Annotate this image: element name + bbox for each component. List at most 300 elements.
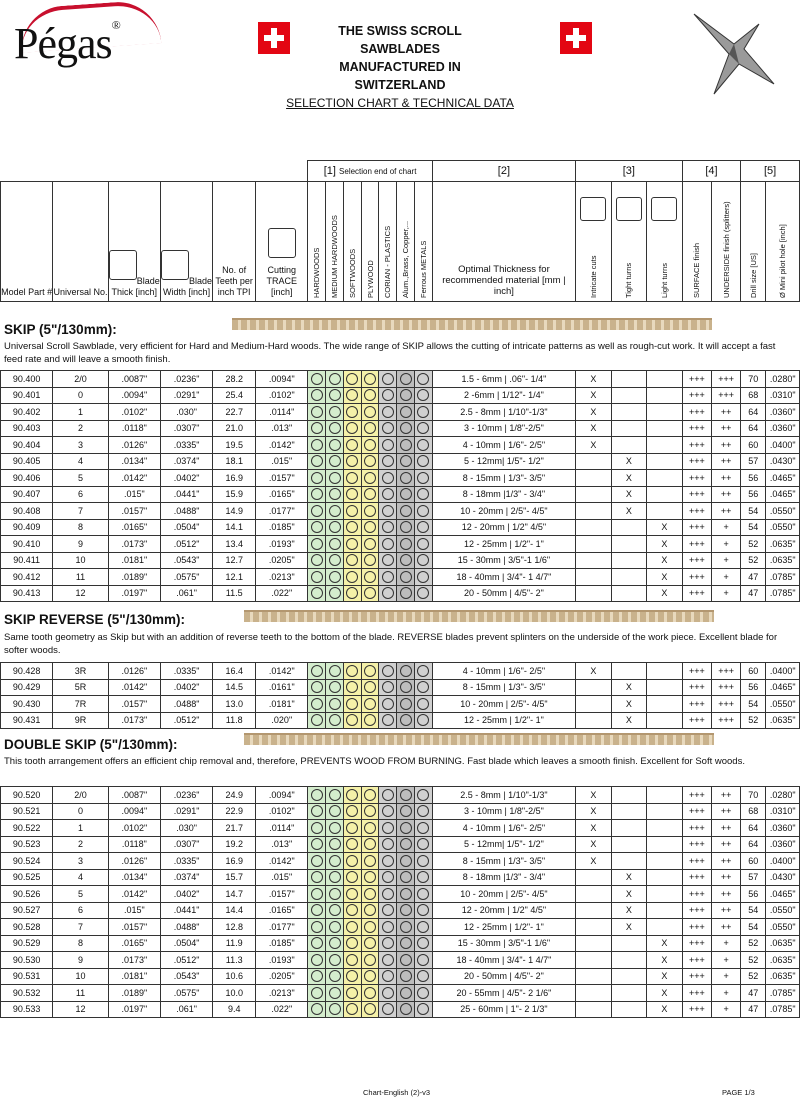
smiley-icon	[346, 921, 358, 933]
table-cell: 90.526	[1, 886, 53, 903]
material-rating-cell	[326, 869, 344, 886]
section-description: Same tooth geometry as Skip but with an addition of reverse teeth to the bottom of the blade. REVERSE blades prevent splinters on the underside of the work piece. Excellent blade for softer woods.	[4, 632, 778, 656]
table-cell	[611, 853, 647, 870]
material-rating-cell	[361, 820, 379, 837]
table-cell: 57	[741, 869, 766, 886]
table-cell: .0785"	[766, 569, 800, 586]
table-cell: .0512"	[160, 712, 212, 729]
table-cell: .0181"	[256, 696, 308, 713]
material-rating-cell	[326, 552, 344, 569]
table-cell: .061"	[160, 1001, 212, 1018]
material-rating-cell	[308, 952, 326, 969]
material-rating-cell	[397, 952, 415, 969]
smiley-icon	[346, 422, 358, 434]
group-4-header: [4]	[682, 161, 741, 182]
smiley-icon	[311, 571, 323, 583]
table-cell: X	[611, 503, 647, 520]
smiley-icon	[400, 822, 412, 834]
material-rating-cell	[379, 569, 397, 586]
smiley-icon	[417, 871, 429, 883]
smiley-icon	[346, 838, 358, 850]
table-cell: 25 - 60mm | 1"- 2 1/3"	[432, 1001, 575, 1018]
material-rating-cell	[308, 453, 326, 470]
material-rating-cell	[308, 420, 326, 437]
smiley-icon	[382, 665, 394, 677]
material-rating-cell	[308, 886, 326, 903]
smiley-icon	[400, 538, 412, 550]
table-row	[1, 787, 800, 804]
table-cell: ++	[711, 787, 740, 804]
table-cell: .0185"	[256, 519, 308, 536]
table-row	[1, 387, 800, 404]
table-cell: 18.1	[213, 453, 256, 470]
table-cell: X	[576, 404, 612, 421]
table-cell	[576, 968, 612, 985]
smiley-icon	[364, 665, 376, 677]
table-cell: ++	[711, 503, 740, 520]
table-cell	[576, 470, 612, 487]
table-cell: 15 - 30mm | 3/5"-1 1/6"	[432, 552, 575, 569]
material-rating-cell	[397, 404, 415, 421]
material-rating-cell	[308, 679, 326, 696]
table-cell: 90.527	[1, 902, 53, 919]
table-cell: 12 - 25mm | 1/2"- 1"	[432, 536, 575, 553]
smiley-icon	[346, 439, 358, 451]
smiley-icon	[417, 406, 429, 418]
table-cell	[576, 519, 612, 536]
smiley-icon	[417, 1003, 429, 1015]
table-cell: .0193"	[256, 952, 308, 969]
material-rating-cell	[415, 387, 433, 404]
table-cell: .0102"	[256, 803, 308, 820]
smiley-icon	[329, 805, 341, 817]
intricate-cuts-icon	[580, 197, 606, 221]
table-cell: .0126"	[108, 663, 160, 680]
smiley-icon	[364, 389, 376, 401]
table-cell: +++	[711, 712, 740, 729]
material-rating-cell	[343, 952, 361, 969]
table-cell: 12 - 20mm | 1/2" 4/5"	[432, 519, 575, 536]
smiley-icon	[329, 954, 341, 966]
table-cell	[576, 536, 612, 553]
table-cell: .0177"	[256, 503, 308, 520]
table-cell: .0094"	[256, 371, 308, 388]
table-cell: +++	[682, 503, 711, 520]
table-cell: 2.5 - 8mm | 1/10"-1/3"	[432, 787, 575, 804]
table-cell: 90.406	[1, 470, 53, 487]
table-cell: X	[611, 486, 647, 503]
material-rating-cell	[361, 387, 379, 404]
smiley-icon	[364, 455, 376, 467]
smiley-icon	[346, 1003, 358, 1015]
table-cell: 64	[741, 404, 766, 421]
blade-width-icon	[161, 250, 189, 280]
material-rating-cell	[326, 387, 344, 404]
smiley-icon	[311, 987, 323, 999]
material-rating-cell	[379, 519, 397, 536]
table-cell: 52	[741, 968, 766, 985]
table-cell: +++	[682, 437, 711, 454]
table-cell: 24.9	[213, 787, 256, 804]
smiley-icon	[346, 587, 358, 599]
table-cell: 22.7	[213, 404, 256, 421]
col-corian: CORIAN - PLASTICS	[379, 182, 397, 302]
smiley-icon	[382, 554, 394, 566]
table-cell: .0307"	[160, 836, 212, 853]
table-cell: 16.9	[213, 853, 256, 870]
smiley-icon	[417, 970, 429, 982]
material-rating-cell	[343, 387, 361, 404]
col-tpi: No. of Teeth per inch TPI	[213, 182, 256, 302]
material-rating-cell	[379, 585, 397, 602]
material-rating-cell	[361, 985, 379, 1002]
table-cell: 20 - 50mm | 4/5"- 2"	[432, 968, 575, 985]
table-cell: 12 - 25mm | 1/2"- 1"	[432, 919, 575, 936]
table-cell: .0465"	[766, 470, 800, 487]
material-rating-cell	[308, 820, 326, 837]
table-cell: +	[711, 552, 740, 569]
smiley-icon	[346, 937, 358, 949]
table-cell	[647, 437, 683, 454]
table-cell: +++	[682, 712, 711, 729]
material-rating-cell	[308, 696, 326, 713]
section-table	[0, 662, 800, 729]
smiley-icon	[417, 587, 429, 599]
table-cell: .0310"	[766, 387, 800, 404]
smiley-icon	[346, 373, 358, 385]
material-rating-cell	[397, 453, 415, 470]
smiley-icon	[417, 665, 429, 677]
smiley-icon	[329, 422, 341, 434]
table-cell	[647, 404, 683, 421]
material-rating-cell	[308, 919, 326, 936]
table-cell: +	[711, 1001, 740, 1018]
table-cell: 90.529	[1, 935, 53, 952]
table-cell: 12.1	[213, 569, 256, 586]
table-cell: .0465"	[766, 486, 800, 503]
material-rating-cell	[397, 968, 415, 985]
table-cell: .0165"	[108, 519, 160, 536]
table-cell: 10.0	[213, 985, 256, 1002]
material-rating-cell	[308, 437, 326, 454]
smiley-icon	[346, 472, 358, 484]
material-rating-cell	[415, 787, 433, 804]
table-cell: 70	[741, 371, 766, 388]
table-cell: 3R	[53, 663, 108, 680]
table-cell	[647, 503, 683, 520]
table-cell	[611, 836, 647, 853]
smiley-icon	[329, 439, 341, 451]
table-cell: 90.408	[1, 503, 53, 520]
table-cell: 90.413	[1, 585, 53, 602]
material-rating-cell	[326, 453, 344, 470]
material-rating-cell	[361, 1001, 379, 1018]
material-rating-cell	[415, 552, 433, 569]
smiley-icon	[329, 921, 341, 933]
material-rating-cell	[415, 519, 433, 536]
material-rating-cell	[379, 696, 397, 713]
table-cell: .0635"	[766, 952, 800, 969]
table-cell: 12	[53, 585, 108, 602]
table-cell: .0157"	[108, 696, 160, 713]
cutting-trace-icon	[268, 228, 296, 258]
smiley-icon	[382, 822, 394, 834]
table-cell: .0488"	[160, 696, 212, 713]
table-cell: 9	[53, 952, 108, 969]
table-cell: X	[576, 420, 612, 437]
material-rating-cell	[343, 486, 361, 503]
material-rating-cell	[397, 803, 415, 820]
table-cell	[647, 453, 683, 470]
smiley-icon	[382, 714, 394, 726]
table-cell: ++	[711, 902, 740, 919]
table-cell: .0157"	[256, 886, 308, 903]
table-cell: .030"	[160, 820, 212, 837]
table-cell: 2	[53, 420, 108, 437]
table-cell: 14.7	[213, 886, 256, 903]
col-intricate: Intricate cuts	[576, 182, 612, 302]
col-pilot: Ø Mini pilot hole [inch]	[766, 182, 800, 302]
table-cell: 10	[53, 552, 108, 569]
material-rating-cell	[379, 787, 397, 804]
table-cell: 8 - 15mm | 1/3"- 3/5"	[432, 470, 575, 487]
table-cell: 8 - 18mm |1/3" - 3/4"	[432, 869, 575, 886]
table-cell: X	[647, 985, 683, 1002]
material-rating-cell	[379, 679, 397, 696]
table-cell: X	[576, 437, 612, 454]
group-5-header: [5]	[741, 161, 800, 182]
table-cell: .015"	[108, 902, 160, 919]
material-rating-cell	[415, 420, 433, 437]
material-rating-cell	[343, 902, 361, 919]
table-cell	[647, 787, 683, 804]
table-cell: 10 - 20mm | 2/5"- 4/5"	[432, 886, 575, 903]
table-cell	[576, 1001, 612, 1018]
material-rating-cell	[361, 919, 379, 936]
table-cell: 47	[741, 585, 766, 602]
table-cell: 28.2	[213, 371, 256, 388]
smiley-icon	[382, 921, 394, 933]
table-cell: +++	[682, 679, 711, 696]
smiley-icon	[364, 571, 376, 583]
smiley-icon	[329, 389, 341, 401]
material-rating-cell	[308, 853, 326, 870]
material-rating-cell	[379, 503, 397, 520]
table-cell: X	[611, 712, 647, 729]
table-cell: 90.401	[1, 387, 53, 404]
table-cell: 56	[741, 470, 766, 487]
group-1-header: [1] Selection end of chart	[308, 161, 432, 182]
material-rating-cell	[379, 536, 397, 553]
material-rating-cell	[397, 569, 415, 586]
table-cell: .0185"	[256, 935, 308, 952]
material-rating-cell	[308, 1001, 326, 1018]
material-rating-cell	[308, 787, 326, 804]
smiley-icon	[346, 904, 358, 916]
table-cell	[611, 519, 647, 536]
table-cell: .0575"	[160, 985, 212, 1002]
table-cell: 8 - 15mm | 1/3"- 3/5"	[432, 679, 575, 696]
smiley-icon	[311, 888, 323, 900]
material-rating-cell	[361, 886, 379, 903]
table-cell: .0550"	[766, 696, 800, 713]
material-rating-cell	[308, 519, 326, 536]
table-cell	[576, 679, 612, 696]
table-row	[1, 869, 800, 886]
table-cell	[576, 935, 612, 952]
table-cell: 14.9	[213, 503, 256, 520]
material-rating-cell	[361, 712, 379, 729]
table-cell: .0181"	[108, 552, 160, 569]
table-cell: 2.5 - 8mm | 1/10"-1/3"	[432, 404, 575, 421]
blade-illustration	[244, 610, 714, 622]
material-rating-cell	[343, 519, 361, 536]
material-rating-cell	[308, 486, 326, 503]
table-cell: .0635"	[766, 968, 800, 985]
smiley-icon	[382, 406, 394, 418]
smiley-icon	[400, 422, 412, 434]
table-cell: 0	[53, 387, 108, 404]
material-rating-cell	[379, 869, 397, 886]
material-rating-cell	[361, 853, 379, 870]
smiley-icon	[311, 954, 323, 966]
table-cell: 90.525	[1, 869, 53, 886]
table-cell: 15.7	[213, 869, 256, 886]
smiley-icon	[364, 488, 376, 500]
table-cell: .0310"	[766, 803, 800, 820]
table-cell: .0205"	[256, 552, 308, 569]
table-cell: ++	[711, 453, 740, 470]
table-cell: 54	[741, 503, 766, 520]
smiley-icon	[417, 373, 429, 385]
smiley-icon	[382, 389, 394, 401]
table-cell: 60	[741, 663, 766, 680]
material-rating-cell	[415, 585, 433, 602]
smiley-icon	[346, 505, 358, 517]
smiley-icon	[364, 521, 376, 533]
page-title: THE SWISS SCROLL SAWBLADES MANUFACTURED IN SWITZERLAND	[338, 24, 462, 92]
table-cell	[647, 836, 683, 853]
smiley-icon	[311, 681, 323, 693]
material-rating-cell	[397, 519, 415, 536]
smiley-icon	[400, 571, 412, 583]
smiley-icon	[346, 789, 358, 801]
material-rating-cell	[415, 836, 433, 853]
material-rating-cell	[397, 585, 415, 602]
table-cell	[611, 803, 647, 820]
table-cell: .0635"	[766, 536, 800, 553]
material-rating-cell	[415, 503, 433, 520]
material-rating-cell	[343, 404, 361, 421]
table-cell: +++	[682, 1001, 711, 1018]
smiley-icon	[364, 805, 376, 817]
table-cell: +++	[682, 836, 711, 853]
table-cell: 1	[53, 404, 108, 421]
table-cell: .015"	[256, 869, 308, 886]
material-rating-cell	[415, 679, 433, 696]
smiley-icon	[311, 698, 323, 710]
table-cell: +++	[711, 663, 740, 680]
table-cell: .0114"	[256, 820, 308, 837]
table-cell: .0193"	[256, 536, 308, 553]
table-cell: .0189"	[108, 985, 160, 1002]
smiley-icon	[364, 422, 376, 434]
table-cell: 90.531	[1, 968, 53, 985]
table-cell: X	[647, 1001, 683, 1018]
material-rating-cell	[361, 453, 379, 470]
table-cell: .0236"	[160, 371, 212, 388]
table-cell: 9.4	[213, 1001, 256, 1018]
material-rating-cell	[415, 853, 433, 870]
table-cell: 57	[741, 453, 766, 470]
smiley-icon	[382, 987, 394, 999]
table-cell: 52	[741, 712, 766, 729]
smiley-icon	[364, 888, 376, 900]
table-cell: 5	[53, 470, 108, 487]
smiley-icon	[417, 888, 429, 900]
smiley-icon	[382, 439, 394, 451]
material-rating-cell	[343, 569, 361, 586]
swiss-flag-icon	[560, 22, 592, 54]
table-cell	[576, 919, 612, 936]
table-cell: .022"	[256, 1001, 308, 1018]
table-cell: 11.5	[213, 585, 256, 602]
table-cell: X	[611, 679, 647, 696]
material-rating-cell	[343, 886, 361, 903]
material-rating-cell	[361, 371, 379, 388]
material-rating-cell	[343, 919, 361, 936]
table-cell: 10 - 20mm | 2/5"- 4/5"	[432, 696, 575, 713]
table-cell: X	[576, 820, 612, 837]
table-cell: 52	[741, 536, 766, 553]
smiley-icon	[400, 554, 412, 566]
table-cell: .030"	[160, 404, 212, 421]
table-cell: .0335"	[160, 437, 212, 454]
table-cell: .0213"	[256, 569, 308, 586]
table-cell: +++	[711, 696, 740, 713]
table-cell: 3 - 10mm | 1/8"-2/5"	[432, 803, 575, 820]
smiley-icon	[311, 822, 323, 834]
col-hardwoods: HARDWOODS	[308, 182, 326, 302]
smiley-icon	[417, 472, 429, 484]
material-rating-cell	[343, 453, 361, 470]
smiley-icon	[400, 987, 412, 999]
table-row	[1, 712, 800, 729]
material-rating-cell	[361, 470, 379, 487]
table-cell	[647, 869, 683, 886]
smiley-icon	[417, 488, 429, 500]
material-rating-cell	[397, 503, 415, 520]
swiss-flag-icon	[258, 22, 290, 54]
table-cell: .0550"	[766, 503, 800, 520]
table-cell: 4 - 10mm | 1/6"- 2/5"	[432, 437, 575, 454]
material-rating-cell	[415, 536, 433, 553]
material-rating-cell	[326, 437, 344, 454]
smiley-icon	[311, 472, 323, 484]
material-rating-cell	[343, 679, 361, 696]
table-cell: X	[576, 663, 612, 680]
table-cell: +++	[682, 696, 711, 713]
table-cell	[576, 869, 612, 886]
col-medium: MEDIUM HARDWOODS	[326, 182, 344, 302]
smiley-icon	[400, 698, 412, 710]
table-cell	[647, 420, 683, 437]
smiley-icon	[329, 937, 341, 949]
smiley-icon	[311, 805, 323, 817]
material-rating-cell	[326, 371, 344, 388]
smiley-icon	[417, 855, 429, 867]
smiley-icon	[311, 373, 323, 385]
